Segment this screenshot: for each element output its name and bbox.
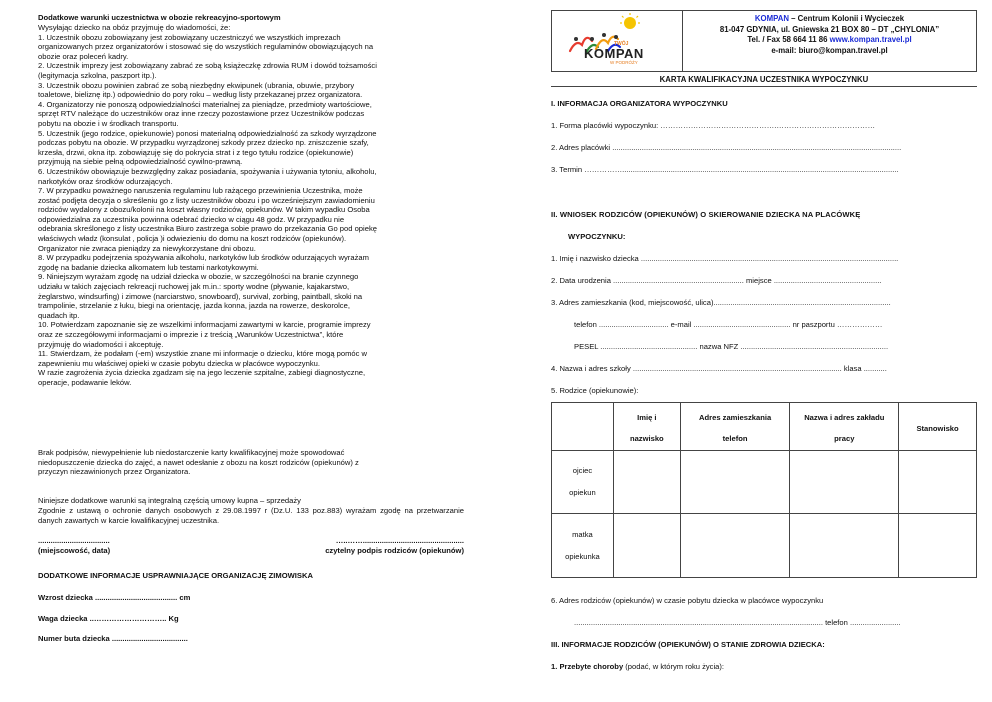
home-address-field[interactable]: 3. Adres zamieszkania (kod, miejscowość, ulica).................................................................................... (551, 298, 891, 307)
section-3-heading: III. INFORMACJE RODZICÓW (OPIEKUNÓW) O STANIE ZDROWIA DZIECKA: (551, 640, 825, 649)
form-type-field[interactable]: 1. Forma placówki wypoczynku: ……………………………………….………………………………… (551, 121, 876, 130)
logo-small-text: TWÓJ (614, 41, 629, 47)
parents-table (551, 402, 977, 578)
company-website[interactable]: www.kompan.travel.pl (829, 35, 912, 44)
place-date-label: (miejscowość, data) (38, 546, 111, 555)
facility-address-field[interactable]: 2. Adres placówki ......................................................................................................................................... (551, 143, 902, 152)
table-row (552, 514, 977, 578)
child-weight-field[interactable]: Waga dziecka ..……………………….. Kg (38, 614, 179, 623)
section-2-heading: II. WNIOSEK RODZICÓW (OPIEKUNÓW) O SKIEROWANIE DZIECKA NA PLACÓWKĘ (551, 210, 861, 219)
gdpr-consent: Zgodnie z ustawą o ochronie danych osobowych z 29.08.1997 r (Dz.U. 133 poz.883) wyrażam zgodę na przetwarzanie danych zawartych w karcie kwalifikacyjnej uczestnika. (38, 506, 464, 525)
logo-name: KOMPAN (584, 46, 644, 61)
father-work-cell[interactable] (790, 451, 899, 514)
father-position-cell[interactable] (899, 451, 977, 514)
father-name-cell[interactable] (613, 451, 680, 514)
mother-position-cell[interactable] (899, 514, 977, 578)
mother-name-cell[interactable] (613, 514, 680, 578)
child-height-field[interactable]: Wzrost dziecka ....................................... cm (38, 593, 191, 602)
letterhead (551, 10, 977, 72)
section-2-heading-cont: WYPOCZYNKU: (568, 232, 626, 241)
pesel-nfz-field[interactable]: PESEL .............................................. nazwa NFZ ...................................................................... (574, 342, 889, 351)
col-position-header: Stanowisko (899, 403, 977, 451)
winter-heading: DODATKOWE INFORMACJE USPRAWNIAJĄCE ORGANIZACJĘ ZIMOWISKA (38, 571, 313, 580)
col-workplace-header: Nazwa i adres zakładu pracy (790, 403, 899, 451)
company-phone: Tel. / Fax 58 664 11 86 (747, 35, 830, 44)
parent-signature-label: czytelny podpis rodziców (opiekunów) (325, 546, 464, 555)
signature-dots-row (38, 536, 464, 545)
table-row (552, 451, 977, 514)
conditions-title: Dodatkowe warunki uczestnictwa w obozie rekreacyjno-sportowym (38, 13, 281, 22)
missing-signature-note: Brak podpisów, niewypełnienie lub niedostarczenie karty kwalifikacyjnej może spowodować niedopuszczenie dziecka do zajęć, a nawet odesłanie z obozu na koszt rodziców (opiekunów) z przyczyn niezawinionych przez Organizatora. (38, 448, 359, 477)
signature-dots: …..……................................................ (335, 536, 464, 545)
parents-label: 5. Rodzice (opiekunowie): (551, 386, 639, 395)
kompan-logo (552, 11, 683, 71)
card-title: KARTA KWALIFIKACYJNA UCZESTNIKA WYPOCZYNKU (551, 72, 977, 87)
mother-cell: matka opiekunka (552, 514, 614, 578)
place-date-dots: .................................. (38, 536, 110, 545)
school-field[interactable]: 4. Nazwa i adres szkoły ................................................................................................... klasa ........... (551, 364, 887, 373)
past-illnesses-rest: (podać, w którym roku życia): (623, 662, 725, 671)
col-address-header: Adres zamieszkania telefon (680, 403, 790, 451)
mother-work-cell[interactable] (790, 514, 899, 578)
company-info (683, 11, 976, 71)
parents-address-label: 6. Adres rodziców (opiekunów) w czasie pobytu dziecka w placówce wypoczynku (551, 596, 824, 605)
company-name: KOMPAN (754, 14, 789, 23)
birth-date-field[interactable]: 2. Data urodzenia .............................................................. miejsce ................................................... (551, 276, 882, 285)
blank-header (552, 403, 614, 451)
father-address-cell[interactable] (680, 451, 790, 514)
past-illnesses-bold: 1. Przebyte choroby (551, 662, 624, 671)
signature-labels-row (38, 546, 464, 555)
company-desc: – Centrum Kolonii i Wycieczek (788, 14, 905, 23)
father-cell: ojciec opiekun (552, 451, 614, 514)
conditions-text: Wysyłając dziecko na obóz przyjmuję do wiadomości, że: 1. Uczestnik obozu zobowiązany jest zobowiązany uczestniczyć we wszystkich imprezach organizowanych przez organizatorów i stosować się do wszystkich regulaminów obowiązujących na obozie oraz poleceń kadry. 2. Uczestnik imprezy jest zobowiązany zabrać ze sobą książeczkę zdrowia RUM i dowód tożsamości (legitymacja szkolna, paszport itp.). 3. Uczestnik obozu powinien zabrać ze sobą niezbędny ekwipunek (ubrania, obuwie, przybory toaletowe, bieliznę itp.) odpowiednio do pory roku – według listy przekazanej przez organizatora. 4. Organizatorzy nie ponoszą odpowiedzialności materialnej za pieniądze, przedmioty wartościowe, sprzęt RTV należące do uczestników oraz inne rzeczy pozostawione przez Uczestników podczas pobytu na obozie i w środkach transportu. 5. Uczestnik (jego rodzice, opiekunowie) ponosi materialną odpowiedzialność za szkody wyrządzone podczas pobytu na obozie. W przypadku wyrządzonej szkody przez dziecko np. zniszczenie szafy, krzesła, drzwi, okna itp. zobowiązuję się do pokrycia strat i z tego tytułu rodzice (opiekunowie) przyjmują na siebie pełną odpowiedzialność cywilno-prawną. 6. Uczestników obowiązuje bezwzględny zakaz posiadania, spożywania i używania tytoniu, alkoholu, narkotyków oraz środków odurzających. 7. W przypadku poważnego naruszenia regulaminu lub rażącego przewinienia Uczestnika, może zostać podjęta decyzja o skreśleniu go z listy uczestników obozu i po wcześniejszym zawiadomieniu rodziców wydalony z obozu/kolonii na koszt własny rodziców, opiekunów. W takim wypadku Osoba odpowiedzialna za uczestnika powinna odebrać dziecko w ciągu 48 godz. W przypadku nie odebrania skreślonego z listy uczestnika Biuro zastrzega sobie prawo do przekazania Go pod opiekę właściwych władz (konsulat , policja )i odwiezieniu do domu na koszt rodziców (opiekunów). Organizator nie zwraca pieniądzy za niewykorzystane dni obozu. 8. W przypadku podejrzenia spożywania alkoholu, narkotyków lub środków odurzających wyrażam zgodę na badanie dziecka alkomatem lub testami narkotykowymi. 9. Niniejszym wyrażam zgodę na udział dziecka w obozie, w szczególności na branie czynnego udziału w takich zajęciach rekreacji ruchowej jak m.in.: sporty wodne (pływanie, kajakarstwo, żeglarstwo, windsurfing) i zimowe (narciarstwo, snowboard), survival, zorbing, paintball, skoki na trampolinie, strzelanie z łuku, biegi na orientację, jazda konna, jazda na rowerze, deskorolce, quadach itp. 10. Potwierdzam zapoznanie się ze wszelkimi informacjami zawartymi w karcie, programie imprezy oraz ze szczegółowymi informacjami o imprezie i z treścią „Warunków Uczestnictwa”, które przyjmuję do wiadomości i akceptuję. 11. Stwierdzam, że podałam (-em) wszystkie znane mi informacje o dziecku, które mogą pomóc w zapewnieniu mu właściwej opieki w czasie pobytu dziecka w placówce wypoczynku. W razie zagrożenia życia dziecka zgadzam się na jego leczenie szpitalne, zabiegi diagnostyczne, operacje, podawanie leków. (38, 23, 377, 387)
logo-tagline: W PODRÓŻY (610, 60, 638, 65)
phone-email-passport-field[interactable]: telefon ................................. e-mail .............................................. nr paszportu ……………… (574, 320, 883, 329)
term-field[interactable]: 3. Termin ……………................................................................................................................................... (551, 165, 899, 174)
parents-table-header (552, 403, 977, 451)
company-address: 81-047 GDYNIA, ul. Gniewska 21 BOX 80 – DT „CHYLONIA” (719, 24, 940, 34)
child-name-field[interactable]: 1. Imię i nazwisko dziecka .......................................................................................................................... (551, 254, 899, 263)
company-email[interactable]: e-mail: biuro@kompan.travel.pl (771, 45, 888, 55)
mother-address-cell[interactable] (680, 514, 790, 578)
past-illnesses-label (551, 662, 977, 671)
col-name-header: Imię i nazwisko (613, 403, 680, 451)
section-1-heading: I. INFORMACJA ORGANIZATORA WYPOCZYNKU (551, 99, 728, 108)
shoe-size-field[interactable]: Numer buta dziecka .................................... (38, 634, 188, 643)
parents-address-field[interactable]: ...................................................................................................................... telefon ........................ (574, 618, 901, 627)
contract-note: Niniejsze dodatkowe warunki są integralną częścią umowy kupna – sprzedaży (38, 496, 301, 505)
